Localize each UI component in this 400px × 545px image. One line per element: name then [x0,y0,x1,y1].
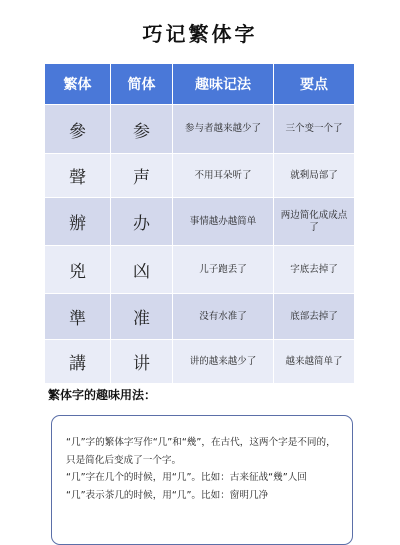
table-row [45,294,355,340]
point-cell: 两边简化成成点了 [274,198,355,246]
simplified-cell: 办 [111,198,173,246]
memo-cell: 不用耳朵听了 [173,154,274,198]
traditional-cell: 兇 [45,246,111,294]
traditional-cell: 辦 [45,198,111,246]
memo-cell: 没有水准了 [173,294,274,340]
character-table [44,63,355,384]
table-row [45,340,355,384]
memo-cell: 讲的越来越少了 [173,340,274,384]
usage-paragraph: “几”字的繁体字写作“几”和“幾”，在古代，这两个字是不同的，只是简化后变成了一个字。 [66,437,336,466]
usage-box [51,415,353,545]
simplified-cell: 凶 [111,246,173,294]
simplified-cell: 准 [111,294,173,340]
table-row [45,246,355,294]
memo-cell: 儿子跑丢了 [173,246,274,294]
simplified-cell: 参 [111,105,173,154]
point-cell: 底部去掉了 [274,294,355,340]
header-traditional: 繁体 [45,64,111,105]
traditional-cell: 聲 [45,154,111,198]
section-heading: 繁体字的趣味用法： [48,388,157,402]
memo-cell: 事情越办越简单 [173,198,274,246]
header-point: 要点 [274,64,355,105]
header-memo: 趣味记法 [173,64,274,105]
table-row [45,198,355,246]
table-header-row [45,64,355,105]
page-title: 巧记繁体字 [142,22,258,46]
usage-paragraph: “几”表示茶几的时候，用“几”。比如：窗明几净 [66,489,269,501]
simplified-cell: 讲 [111,340,173,384]
usage-paragraph: “几”字在几个的时候，用“几”。比如：古来征战“幾”人回 [66,472,307,483]
point-cell: 越来越简单了 [274,340,355,384]
point-cell: 三个变一个了 [274,105,355,154]
simplified-cell: 声 [111,154,173,198]
point-cell: 字底去掉了 [274,246,355,294]
memo-cell: 参与者越来越少了 [173,105,274,154]
table-row [45,105,355,154]
traditional-cell: 準 [45,294,111,340]
traditional-cell: 講 [45,340,111,384]
traditional-cell: 參 [45,105,111,154]
table-row [45,154,355,198]
point-cell: 就剩局部了 [274,154,355,198]
header-simplified: 简体 [111,64,173,105]
